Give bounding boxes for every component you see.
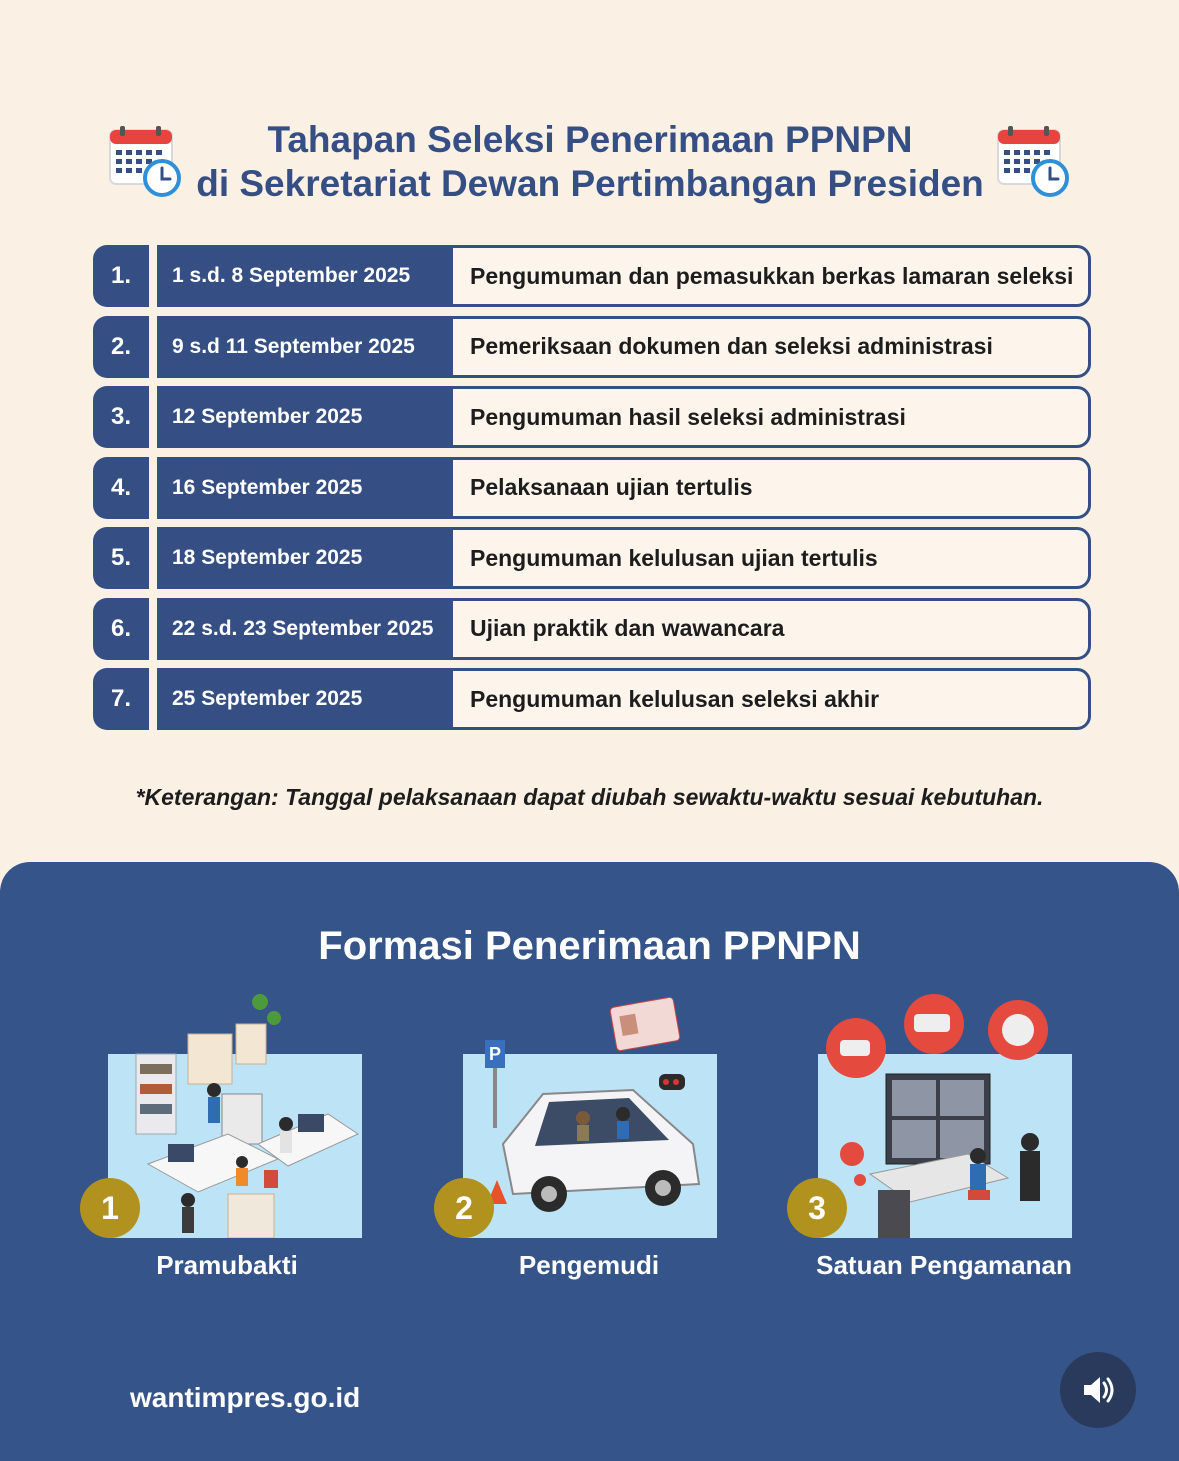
formasi-label: Pengemudi	[518, 1250, 660, 1280]
car-illustration	[463, 1044, 717, 1238]
row-number: 7.	[93, 668, 149, 730]
row-date: 12 September 2025	[157, 386, 453, 448]
row-date: 1 s.d. 8 September 2025	[157, 245, 453, 307]
row-description: Pemeriksaan dokumen dan seleksi administrasi	[470, 333, 993, 359]
formasi-title: Formasi Penerimaan PPNPN	[318, 924, 861, 968]
row-description: Pelaksanaan ujian tertulis	[470, 474, 753, 500]
row-description: Pengumuman kelulusan ujian tertulis	[470, 544, 878, 571]
sound-toggle-button[interactable]	[1060, 1352, 1136, 1428]
row-description: Pengumuman hasil seleksi administrasi	[470, 403, 906, 430]
website-url: wantimpres.go.id	[130, 1382, 361, 1413]
calendar-clock-icon	[996, 124, 1070, 198]
row-date: 18 September 2025	[157, 527, 453, 589]
formasi-number-badge: 1	[80, 1178, 140, 1238]
security-illustration	[818, 1054, 1072, 1238]
title-line-2: di Sekretariat Dewan Pertimbangan Presiden	[196, 163, 984, 204]
row-number: 4.	[93, 457, 149, 519]
row-date: 16 September 2025	[157, 457, 453, 519]
schedule-row	[93, 245, 1091, 307]
row-number: 5.	[93, 527, 149, 589]
footnote: *Keterangan: Tanggal pelaksanaan dapat diubah sewaktu-waktu sesuai kebutuhan.	[135, 784, 1044, 810]
speaker-icon	[1078, 1370, 1118, 1410]
schedule-title	[190, 118, 990, 206]
title-line-1: Tahapan Seleksi Penerimaan PPNPN	[267, 119, 913, 160]
row-description: Ujian praktik dan wawancara	[470, 615, 785, 641]
formasi-label: Pramubakti	[156, 1250, 298, 1280]
row-number: 3.	[93, 386, 149, 448]
schedule-row	[93, 316, 1091, 378]
schedule-row	[93, 386, 1091, 448]
row-date: 25 September 2025	[157, 668, 453, 730]
row-description: Pengumuman kelulusan seleksi akhir	[470, 685, 880, 712]
office-illustration	[108, 1054, 362, 1238]
formasi-label: Satuan Pengamanan	[816, 1250, 1072, 1280]
formasi-section	[0, 862, 1179, 1461]
row-number: 1.	[93, 245, 149, 307]
schedule-row	[93, 668, 1091, 730]
schedule-row	[93, 457, 1091, 519]
schedule-row	[93, 598, 1091, 660]
svg-text:P: P	[489, 1044, 502, 1064]
row-number: 6.	[93, 598, 149, 660]
formasi-number-badge: 2	[434, 1178, 494, 1238]
calendar-clock-icon	[108, 124, 182, 198]
row-date: 22 s.d. 23 September 2025	[157, 598, 453, 660]
formasi-number-badge: 3	[787, 1178, 847, 1238]
row-date: 9 s.d 11 September 2025	[157, 316, 453, 378]
row-description: Pengumuman dan pemasukkan berkas lamaran seleksi	[470, 262, 1074, 289]
schedule-row	[93, 527, 1091, 589]
schedule-table	[93, 245, 1091, 739]
row-number: 2.	[93, 316, 149, 378]
